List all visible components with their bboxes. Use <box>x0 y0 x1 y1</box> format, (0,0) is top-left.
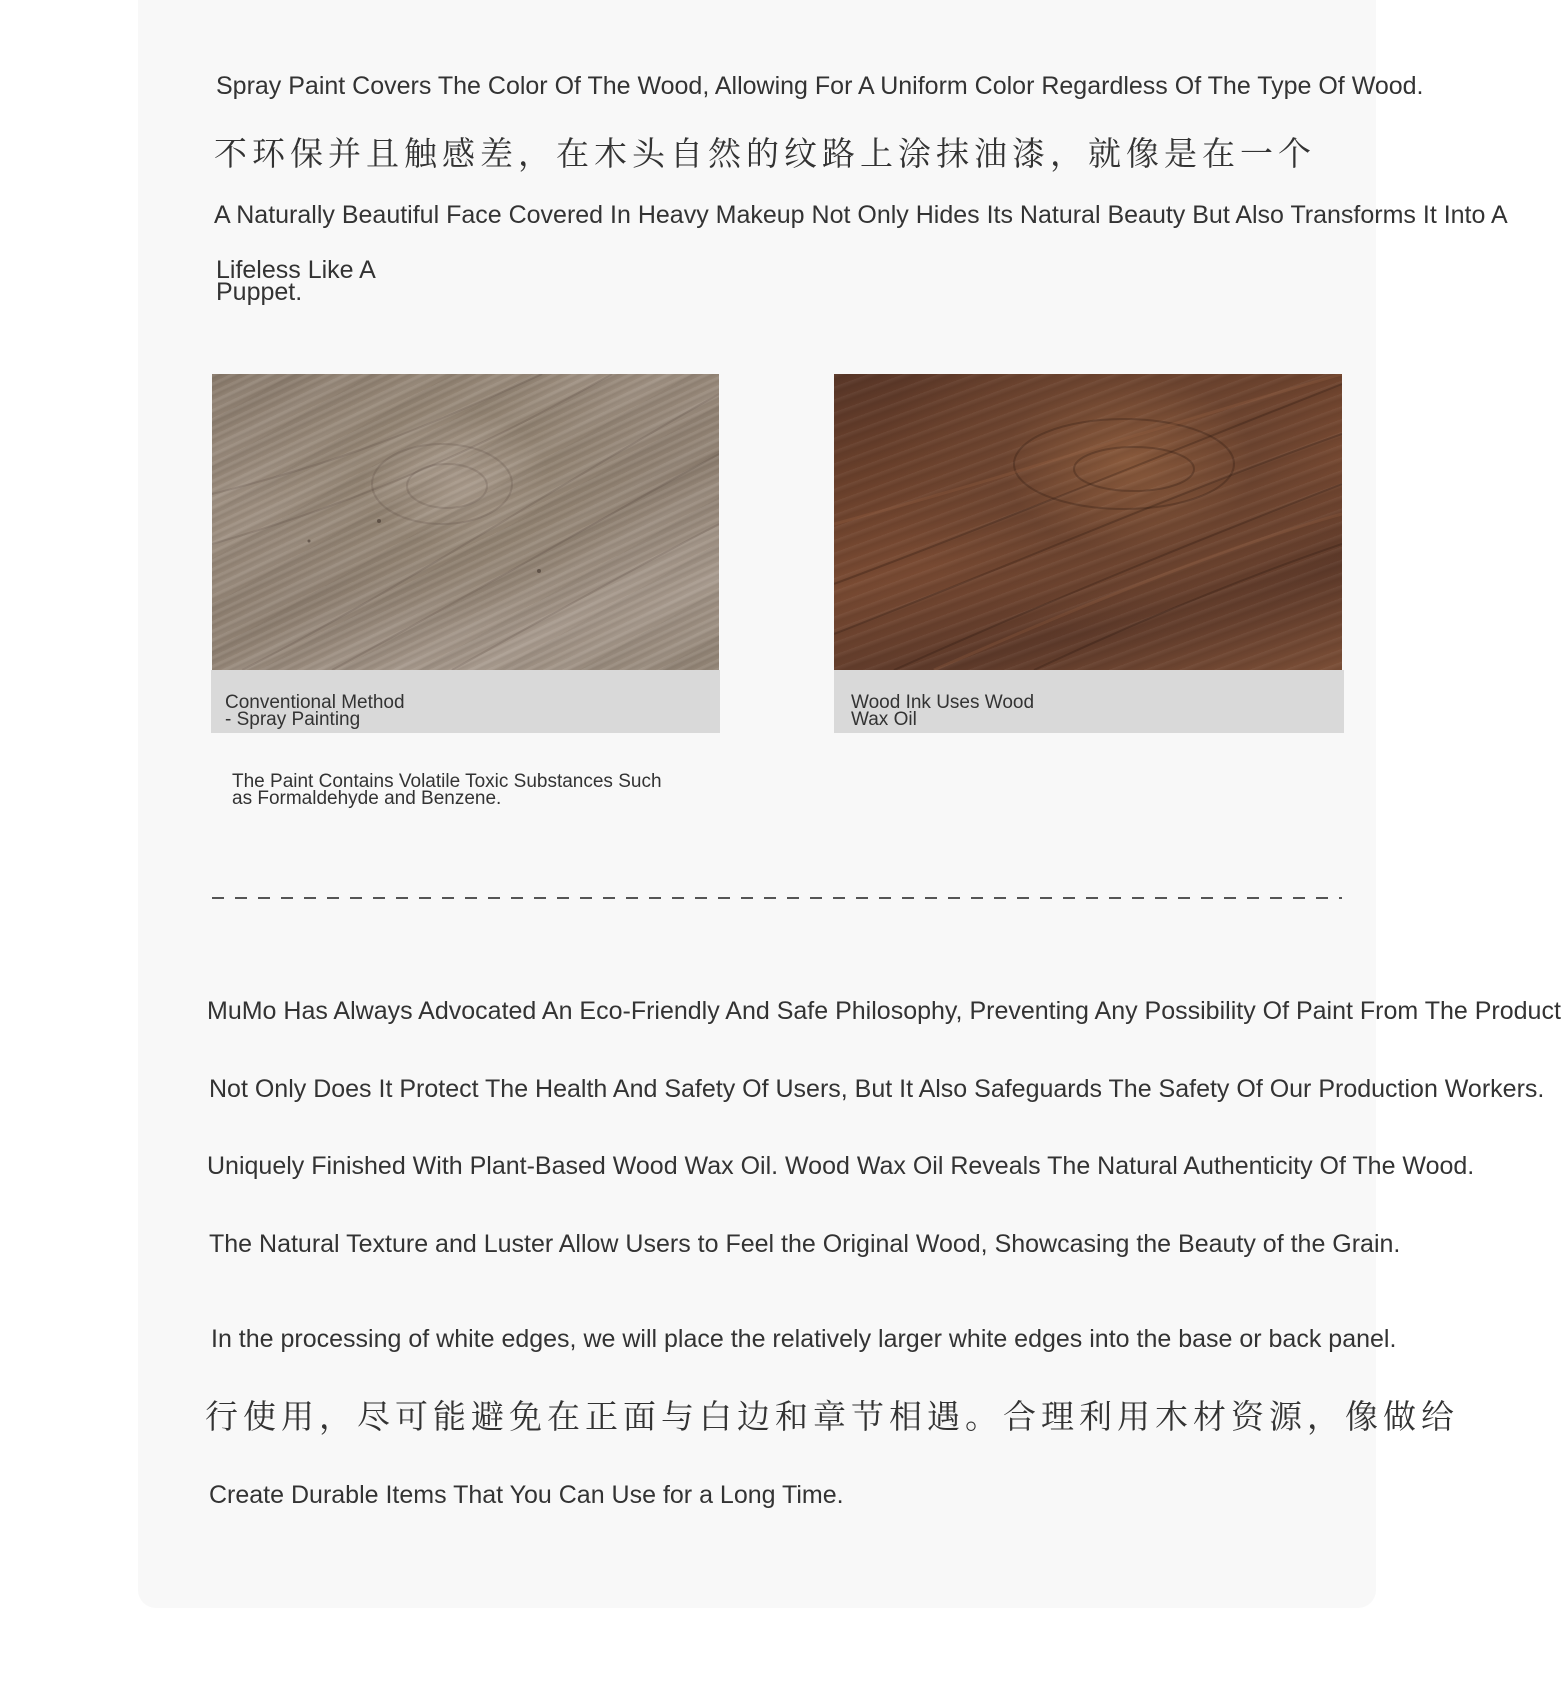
wood-wax-oil-caption <box>851 694 1034 728</box>
dashed-divider <box>212 892 1346 904</box>
philosophy-line-7: Create Durable Items That You Can Use for a Long Time. <box>209 1481 844 1509</box>
toxic-substances-note-line-2: as Formaldehyde and Benzene. <box>232 788 502 809</box>
spray-painting-caption-line-1: Conventional Method <box>225 692 405 713</box>
intro-line-3: A Naturally Beautiful Face Covered In Heavy Makeup Not Only Hides Its Natural Beauty But Also Transforms It Into A <box>214 201 1508 229</box>
wood-wax-oil-caption-line-1: Wood Ink Uses Wood <box>851 692 1035 713</box>
toxic-substances-note <box>232 773 662 807</box>
spray-painting-caption <box>225 694 405 728</box>
wood-wax-oil-caption-line-2: Wax Oil <box>851 709 917 730</box>
philosophy-line-5: In the processing of white edges, we will place the relatively larger white edges into the base or back panel. <box>211 1325 1397 1353</box>
philosophy-line-1: MuMo Has Always Advocated An Eco-Friendly And Safe Philosophy, Preventing Any Possibility Of Paint From The Product <box>207 997 1561 1025</box>
spray-painting-caption-line-2: - Spray Painting <box>225 709 361 730</box>
intro-line-4b: Puppet. <box>216 278 303 306</box>
philosophy-line-3: Uniquely Finished With Plant-Based Wood Wax Oil. Wood Wax Oil Reveals The Natural Authenticity Of The Wood. <box>207 1152 1475 1180</box>
intro-line-4a: Lifeless Like A <box>216 256 376 284</box>
toxic-substances-note-line-1: The Paint Contains Volatile Toxic Substances Such <box>232 771 662 792</box>
spray-painted-wood-image <box>212 374 719 670</box>
wood-wax-oil-walnut-image <box>834 374 1342 670</box>
wood-grain-pattern <box>212 374 719 670</box>
philosophy-line-6-cn: 行使用，尽可能避免在正面与白边和章节相遇。合理利用木材资源，像做给 <box>205 1397 1459 1436</box>
intro-line-2-cn: 不环保并且触感差，在木头自然的纹路上涂抹油漆，就像是在一个 <box>214 134 1316 173</box>
intro-line-1: Spray Paint Covers The Color Of The Wood, Allowing For A Uniform Color Regardless Of The Type Of Wood. <box>216 72 1424 100</box>
philosophy-line-4: The Natural Texture and Luster Allow Users to Feel the Original Wood, Showcasing the Beauty of the Grain. <box>209 1230 1401 1258</box>
intro-line-4 <box>216 256 376 306</box>
philosophy-line-2: Not Only Does It Protect The Health And Safety Of Users, But It Also Safeguards The Safety Of Our Production Workers. <box>209 1075 1545 1103</box>
walnut-grain-pattern <box>834 374 1342 670</box>
